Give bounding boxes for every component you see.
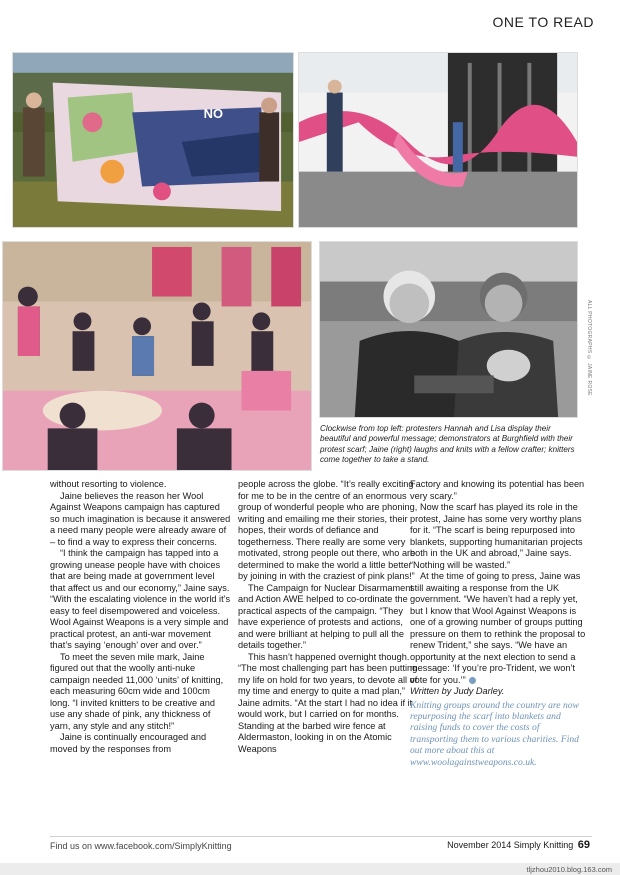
paragraph: “I think the campaign has tapped into a growing unease people have with choices that are being made at government level that affect us and our economy,” Jaine says. “With the escalating violence in the world it’s easy to feel disempowered and voiceless. Wool Against Weapons is a very simple and practical protest, an anti-war movement that’s saying ‘enough’ over and over.” xyxy=(50,548,231,650)
photo-caption: Clockwise from top left: protesters Hannah and Lisa display their beautiful and powerful message; demonstrators at Burghfield with their protest scarf; Jaine (right) laughs and knits with a fellow crafter; knitters come together to take a stand. xyxy=(320,424,575,465)
banner-text: NO xyxy=(203,106,223,122)
footer-issue xyxy=(447,839,590,851)
paragraph: Jaine is continually encouraged and moved by the responses from xyxy=(50,732,207,754)
paragraph: Jaine believes the reason her Wool Against Weapons campaign has captured so much imagination is because it answered a need many people were already aware of – to find a way to express their concerns. xyxy=(50,490,231,547)
paragraph: people across the globe. “It’s really exciting for me to be in the centre of an enormous group of wonderful people who are phoning, writing and emailing me their stories, their hopes, their words of defiance and togetherness. There really are some very motivated, strong people out there, who are determined to make the world a little better by joining in with the craziest of pink plans!” xyxy=(238,479,418,581)
paragraph: The Campaign for Nuclear Disarmament and Action AWE helped to co-ordinate the practical aspects of the campaign. “They have experience of protests and actions, and were brilliant at helping to pull all the details together.” xyxy=(238,582,413,650)
footer-facebook-link[interactable]: Find us on www.facebook.com/SimplyKnitting xyxy=(50,841,232,851)
photo-credit: ALL PHOTOGRAPHS © JAINE ROSE xyxy=(586,300,592,396)
paragraph: This hasn’t happened overnight though. “The most challenging part has been putting my life on hold for two years, to devote all of my time and energy to quite a mad plan,” Jaine admits. “At the start I had no idea if it would work, but I carried on for months. Standing at the barbed wire fence at Aldermaston, looking in on the Atomic Weapons xyxy=(238,651,418,754)
article-aside: Knitting groups around the country are now repurposing the scarf into blankets and raising funds to cover the costs of transporting them to various charities. Find out more about this at www.woolagainstweapons.co.uk. xyxy=(410,699,579,768)
paragraph: without resorting to violence. xyxy=(50,479,167,489)
photo-protesters-banner xyxy=(12,52,294,228)
photo-demonstrators-scarf xyxy=(298,52,578,228)
article-column-2 xyxy=(238,479,420,755)
section-label: ONE TO READ xyxy=(492,14,594,30)
footer-issue-text: November 2014 Simply Knitting xyxy=(447,840,574,850)
paragraph: Factory and knowing its potential has been very scary.” xyxy=(410,479,585,501)
page-number: 69 xyxy=(577,839,590,851)
end-mark-icon xyxy=(469,677,476,684)
photo-jaine-knitting xyxy=(319,241,578,418)
paragraph xyxy=(410,571,586,686)
paragraph: Now the scarf has played its role in the protest, Jaine has some very worthy plans for it. “The scarf is being repurposed into blankets, supporting humanitarian projects both in the UK and abroad,” Jaine says. “Nothing will be wasted.” xyxy=(410,502,583,570)
paragraph-text: At the time of going to press, Jaine was still awaiting a response from the UK government. “We haven’t had a reply yet, but I know that Wool Against Weapons is one of a growing number of groups putting pressure on them to rethink the proposal to renew Trident,” she says. “We have an opportunity at the next election to send a message: ‘If you’re pro-Trident, we won’t vote for you.’” xyxy=(410,571,586,685)
article-column-1 xyxy=(50,479,232,755)
byline: Written by Judy Darley. xyxy=(410,686,505,696)
footer-divider xyxy=(50,836,592,837)
watermark: tljzhou2010.blog.163.com xyxy=(526,865,612,874)
paragraph: To meet the seven mile mark, Jaine figured out that the woolly anti-nuke campaign needed 11,000 ‘units’ of knitting, each measuring 60cm wide and 100cm long. “I invited knitters to be creative and use any shade of pink, any thickness of yarn, any style and any stitch!” xyxy=(50,651,224,731)
article-column-3 xyxy=(410,479,586,768)
photo-knitters-group xyxy=(2,241,312,471)
